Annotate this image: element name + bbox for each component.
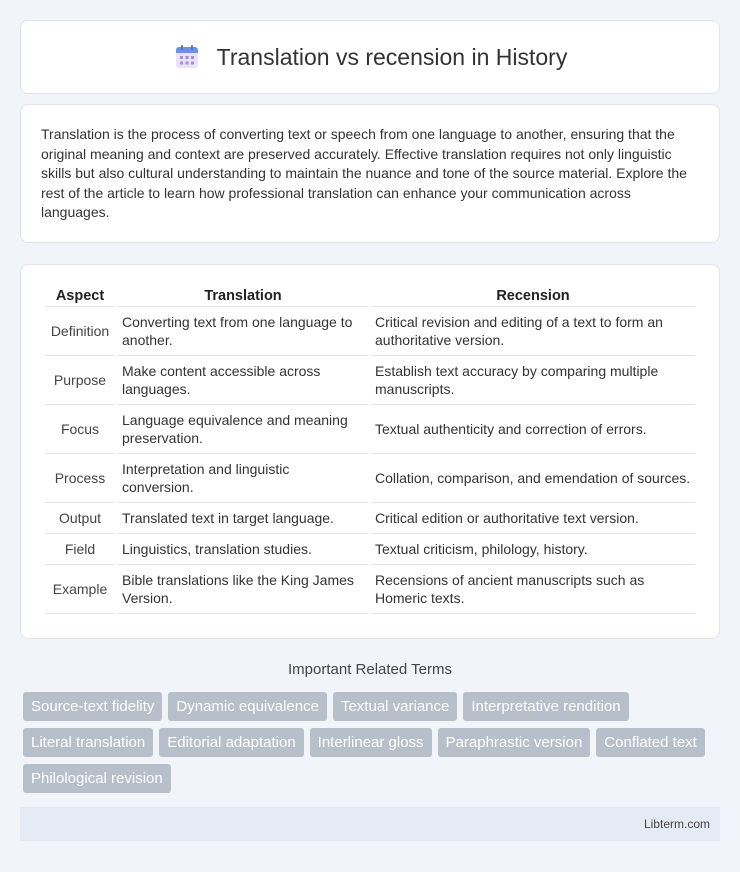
cell-translation: Make content accessible across languages.: [118, 356, 368, 405]
term-tag[interactable]: Conflated text: [596, 728, 705, 757]
related-terms-title: Important Related Terms: [288, 661, 452, 678]
cell-recension: Collation, comparison, and emendation of sources.: [371, 454, 695, 503]
cell-recension: Textual criticism, philology, history.: [371, 534, 695, 565]
cell-recension: Recensions of ancient manuscripts such as Homeric texts.: [371, 565, 695, 614]
related-terms-list: [20, 692, 720, 793]
term-tag[interactable]: Interpretative rendition: [463, 692, 628, 721]
cell-translation: Language equivalence and meaning preservation.: [118, 405, 368, 454]
cell-translation: Translated text in target language.: [118, 503, 368, 534]
table-header-row: [45, 285, 695, 307]
header-recension: Recension: [371, 285, 695, 307]
cell-recension: Critical edition or authoritative text version.: [371, 503, 695, 534]
page-title: Translation vs recension in History: [216, 43, 568, 70]
term-tag[interactable]: Dynamic equivalence: [168, 692, 327, 721]
cell-recension: Textual authenticity and correction of errors.: [371, 405, 695, 454]
cell-recension: Establish text accuracy by comparing multiple manuscripts.: [371, 356, 695, 405]
table-row: [45, 534, 695, 565]
term-tag[interactable]: Paraphrastic version: [438, 728, 591, 757]
table-row: [45, 356, 695, 405]
cell-aspect: Example: [45, 565, 115, 614]
table-row: [45, 405, 695, 454]
header-aspect: Aspect: [45, 285, 115, 307]
cell-aspect: Process: [45, 454, 115, 503]
table-row: [45, 307, 695, 356]
comparison-panel: [20, 264, 720, 639]
cell-aspect: Field: [45, 534, 115, 565]
comparison-table: [42, 285, 698, 614]
cell-aspect: Definition: [45, 307, 115, 356]
cell-recension: Critical revision and editing of a text to form an authoritative version.: [371, 307, 695, 356]
cell-aspect: Focus: [45, 405, 115, 454]
intro-panel: [20, 104, 720, 243]
cell-translation: Converting text from one language to another.: [118, 307, 368, 356]
term-tag[interactable]: Philological revision: [23, 764, 171, 793]
page-header: [20, 20, 720, 94]
cell-translation: Interpretation and linguistic conversion.: [118, 454, 368, 503]
header-translation: Translation: [118, 285, 368, 307]
term-tag[interactable]: Editorial adaptation: [159, 728, 303, 757]
footer-site-link[interactable]: Libterm.com: [643, 817, 710, 831]
calendar-icon: [173, 43, 201, 71]
page-footer: [20, 807, 720, 841]
cell-aspect: Output: [45, 503, 115, 534]
term-tag[interactable]: Interlinear gloss: [310, 728, 432, 757]
cell-aspect: Purpose: [45, 356, 115, 405]
table-row: [45, 454, 695, 503]
intro-text: Translation is the process of converting text or speech from one language to another, ensuring that the original meaning and context are preserved accurately. Effective translation requires not only linguistic skills but also cultural understanding to maintain the nuance and tone of the source material. Explore the rest of the article to learn how professional translation can enhance your communication across languages.: [41, 126, 687, 220]
cell-translation: Linguistics, translation studies.: [118, 534, 368, 565]
term-tag[interactable]: Literal translation: [23, 728, 153, 757]
term-tag[interactable]: Textual variance: [333, 692, 457, 721]
term-tag[interactable]: Source-text fidelity: [23, 692, 162, 721]
table-row: [45, 503, 695, 534]
table-row: [45, 565, 695, 614]
cell-translation: Bible translations like the King James Version.: [118, 565, 368, 614]
